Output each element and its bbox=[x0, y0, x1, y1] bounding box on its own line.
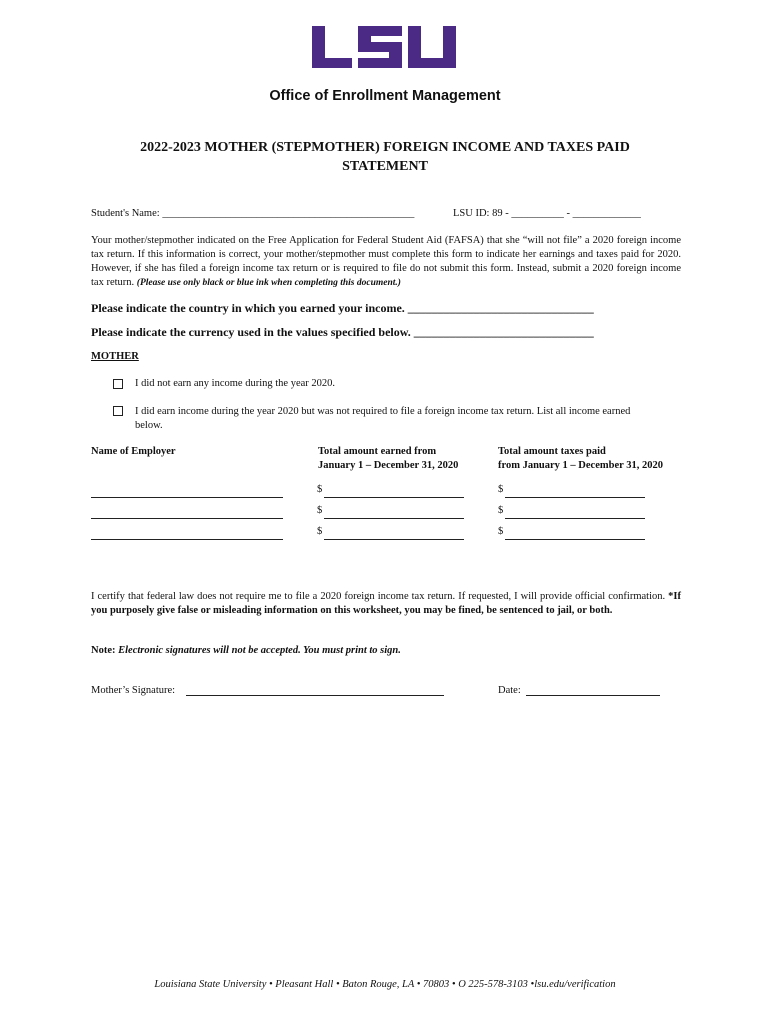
earned-column-header bbox=[318, 445, 458, 473]
currency-symbol: $ bbox=[498, 484, 504, 495]
earned-column-header-line1: Total amount earned from bbox=[318, 446, 437, 457]
currency-symbol: $ bbox=[317, 526, 323, 537]
country-question-text: Please indicate the country in which you earned your income. bbox=[91, 301, 405, 315]
earned-field-3[interactable] bbox=[324, 539, 464, 540]
currency-field[interactable]: ______________________________ bbox=[413, 325, 594, 339]
currency-question bbox=[91, 325, 594, 340]
lsu-id-field-2[interactable]: _____________ bbox=[572, 208, 641, 219]
earned-field-2[interactable] bbox=[324, 518, 464, 519]
earned-column-header-line2: January 1 – December 31, 2020 bbox=[318, 460, 459, 471]
currency-symbol: $ bbox=[498, 505, 504, 516]
taxes-field-2[interactable] bbox=[505, 518, 645, 519]
note-label: Note: bbox=[91, 645, 116, 656]
student-name-field[interactable]: ________________________________________________ bbox=[162, 208, 415, 219]
date-label: Date: bbox=[498, 685, 521, 696]
lsu-id-label: LSU ID: bbox=[453, 208, 490, 219]
intro-paragraph bbox=[91, 234, 681, 290]
mother-heading: MOTHER bbox=[91, 351, 139, 362]
form-title-line2: STATEMENT bbox=[342, 159, 428, 174]
student-name-row bbox=[91, 208, 414, 219]
certification-paragraph bbox=[91, 590, 681, 618]
lsu-id-prefix: 89 - bbox=[492, 208, 509, 219]
form-title bbox=[100, 138, 670, 176]
footer-address: Louisiana State University • Pleasant Hall • Baton Rouge, LA • 70803 • O 225-578-3103 •lsu.edu/verification bbox=[154, 979, 616, 990]
taxes-field-1[interactable] bbox=[505, 497, 645, 498]
student-name-label: Student's Name: bbox=[91, 208, 160, 219]
ink-note: (Please use only black or blue ink when completing this document.) bbox=[136, 278, 401, 288]
taxes-column-header-line2: from January 1 – December 31, 2020 bbox=[498, 460, 663, 471]
earned-income-option-label bbox=[135, 405, 683, 433]
form-title-line1: 2022-2023 MOTHER (STEPMOTHER) FOREIGN INCOME AND TAXES PAID bbox=[140, 140, 630, 155]
taxes-column-header-line1: Total amount taxes paid bbox=[498, 446, 606, 457]
taxes-field-3[interactable] bbox=[505, 539, 645, 540]
earned-income-option-line2: below. bbox=[135, 420, 163, 431]
employer-field-1[interactable] bbox=[91, 497, 283, 498]
date-field[interactable] bbox=[526, 695, 660, 696]
note-text: Electronic signatures will not be accepted. You must print to sign. bbox=[118, 645, 401, 656]
country-question bbox=[91, 301, 594, 316]
earned-income-checkbox[interactable] bbox=[113, 406, 123, 416]
employer-field-2[interactable] bbox=[91, 518, 283, 519]
lsu-logo bbox=[308, 24, 460, 70]
currency-symbol: $ bbox=[498, 526, 504, 537]
signature-label: Mother’s Signature: bbox=[91, 685, 176, 696]
employer-field-3[interactable] bbox=[91, 539, 283, 540]
lsu-id-separator: - bbox=[566, 208, 570, 219]
currency-question-text: Please indicate the currency used in the values specified below. bbox=[91, 325, 411, 339]
no-income-option-label: I did not earn any income during the year 2020. bbox=[135, 378, 336, 389]
employer-column-header: Name of Employer bbox=[91, 446, 176, 457]
signature-field[interactable] bbox=[186, 695, 444, 696]
currency-symbol: $ bbox=[317, 484, 323, 495]
certification-text: I certify that federal law does not require me to file a 2020 foreign income tax return. If requested, I will provide official confirmation. bbox=[91, 591, 666, 602]
country-field[interactable]: _______________________________ bbox=[407, 301, 594, 315]
earned-income-option-line1: I did earn income during the year 2020 but was not required to file a foreign income tax return. List all income earned bbox=[135, 406, 631, 417]
signature-note bbox=[91, 645, 401, 656]
taxes-column-header bbox=[498, 445, 663, 473]
earned-field-1[interactable] bbox=[324, 497, 464, 498]
currency-symbol: $ bbox=[317, 505, 323, 516]
lsu-id-row bbox=[453, 208, 641, 219]
office-name: Office of Enrollment Management bbox=[269, 88, 501, 104]
lsu-id-field-1[interactable]: __________ bbox=[511, 208, 564, 219]
certification-warning: *If you purposely give false or misleading information on this worksheet, you may be fined, be sentenced to jail, or both. bbox=[91, 591, 681, 616]
no-income-checkbox[interactable] bbox=[113, 379, 123, 389]
intro-text: Your mother/stepmother indicated on the Free Application for Federal Student Aid (FAFSA) that she “will not file” a 2020 foreign income tax return. If this information is correct, your mother/stepmother must complete this form to indicate her earnings and taxes paid for 2020. However, if she has filed a foreign income tax return or is required to file do not submit this form. Instead, submit a 2020 foreign income tax return. bbox=[91, 235, 681, 288]
